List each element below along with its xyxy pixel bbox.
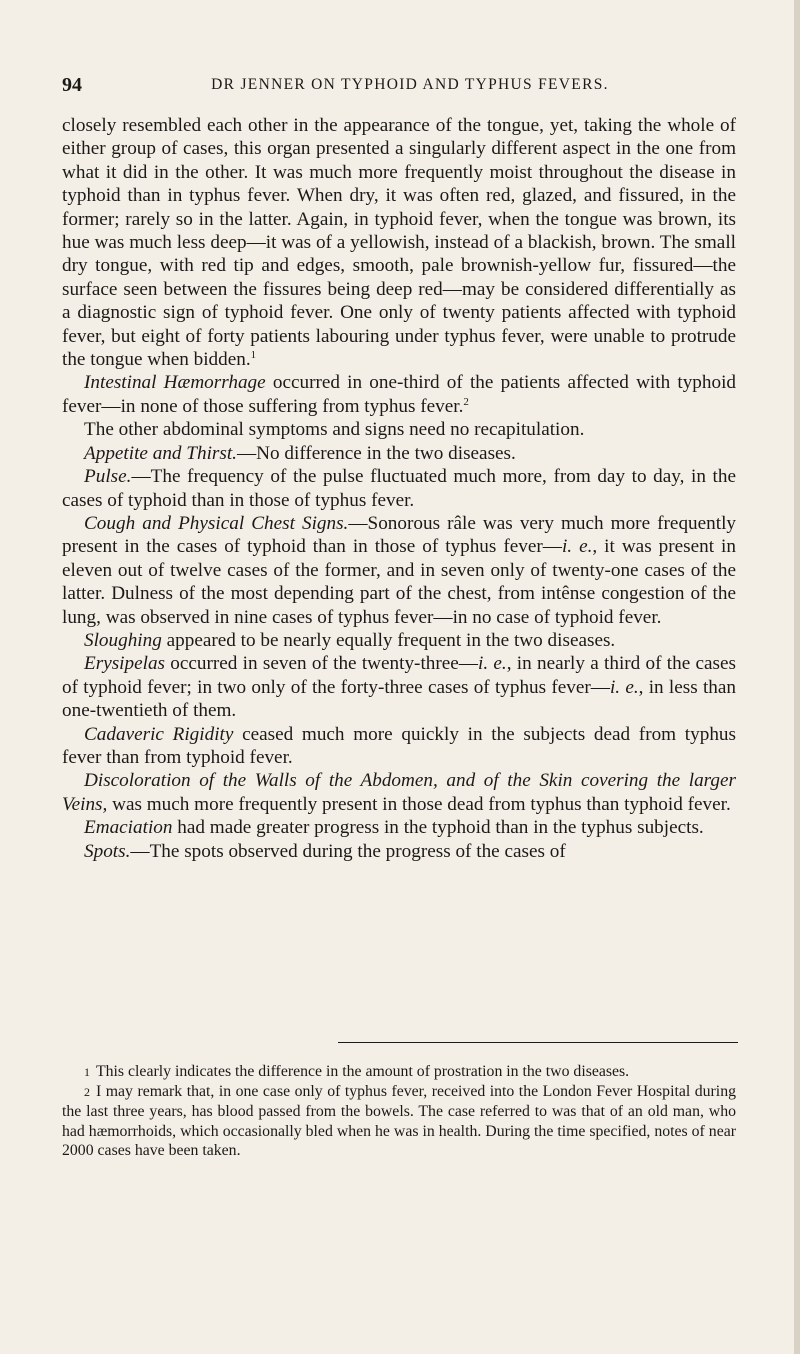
- page-header: [50, 74, 770, 104]
- paragraph-erysipelas: Erysipelas occurred in seven of the twenty-three—i. e., in nearly a third of the cases of typhoid fever; in two only of the forty-three cases of typhus fever—i. e., in less than one-twentieth of them.: [62, 653, 736, 722]
- paragraph-rigidity: Cadaveric Rigidity ceased much more quickly in the subjects dead from typhus fever than from typhoid fever.: [62, 723, 736, 768]
- footnote-mark: 1: [84, 1065, 90, 1079]
- footnote-rule: [338, 1042, 738, 1043]
- page-number: 94: [62, 74, 82, 96]
- footnote-ref: 2: [463, 395, 469, 408]
- section-heading: Erysipelas: [84, 653, 166, 675]
- footnote-mark: 2: [84, 1085, 90, 1100]
- paragraph-sloughing: Sloughing appeared to be nearly equally frequent in the two diseases.: [84, 629, 616, 651]
- page-edge: [794, 0, 800, 1354]
- footnote-ref: 1: [250, 349, 257, 362]
- paragraph-abdominal: The other abdominal symptoms and signs need no recapitulation.: [84, 419, 585, 441]
- section-heading: Cadaveric Rigidity: [84, 723, 234, 745]
- section-heading: Pulse.: [84, 466, 132, 488]
- section-heading: Cough and Physical Chest Signs.: [84, 512, 349, 534]
- paragraph-emaciation: Emaciation had made greater progress in the typhoid than in the typhus subjects.: [84, 817, 704, 839]
- body-text: [62, 114, 736, 863]
- running-head: DR JENNER ON TYPHOID AND TYPHUS FEVERS.: [211, 76, 609, 93]
- paragraph-pulse: Pulse.—The frequency of the pulse fluctuated much more, from day to day, in the cases of typhoid than in those of typhus fever.: [62, 466, 736, 511]
- footnote: 2 I may remark that, in one case only of typhus fever, received into the London Fever Hospital during the last three years, has blood passed from the bowels. The case referred to was that of an old man, who had hæmorrhoids, which occasionally bled when he was in health. During the time specified, notes of near 2000 cases have been taken.: [62, 1083, 736, 1159]
- paragraph-intestinal-haemorrhage: Intestinal Hæmorrhage occurred in one-third of the patients affected with typhoid fever—in none of those suffering from typhus fever.$^2$: [62, 372, 737, 417]
- section-heading: Emaciation: [84, 817, 173, 839]
- section-heading: Spots.: [84, 840, 131, 862]
- section-heading: Sloughing: [84, 629, 162, 651]
- paragraph-spots: Spots.—The spots observed during the progress of the cases of: [84, 840, 566, 862]
- paragraph-discoloration: Discoloration of the Walls of the Abdomen, and of the Skin covering the larger Veins, was much more frequently present in those dead from typhus than typhoid fever.: [62, 770, 736, 815]
- paragraph-tongue: closely resembled each other in the appearance of the tongue, yet, taking the whole of either group of cases, this organ presented a singularly different aspect in the one from what it did in the other. It was much more frequently moist throughout the disease in typhoid than in typhus fever. When dry, it was often red, glazed, and fissured, in the former; rarely so in the latter. Again, in typhoid fever, when the tongue was brown, its hue was much less deep—it was of a yellowish, instead of a blackish, brown. The small dry tongue, with red tip and edges, smooth, pale brownish-yellow fur, fissured—the surface seen between the fissures being deep red—may be considered differentially as a diagnostic sign of typhoid fever. One only of twenty patients affected with typhoid fever, but eight of forty patients labouring under typhus fever, were unable to protrude the tongue when bidden.$^1$: [62, 115, 736, 371]
- paragraph-appetite: Appetite and Thirst.—No difference in the two diseases.: [84, 442, 516, 464]
- paragraph-cough: Cough and Physical Chest Signs.—Sonorous râle was very much more frequently present in the cases of typhoid than in those of typhus fever—i. e., it was present in eleven out of twelve cases of the former, and in seven only of twenty-one cases of the latter. Dulness of the most depending part of the chest, from intênse congestion of the lung, was observed in nine cases of typhus fever—in no case of typhoid fever.: [62, 512, 736, 628]
- footnote: 1 This clearly indicates the difference in the amount of prostration in the two diseases.: [84, 1063, 630, 1080]
- section-heading: Discoloration of the Walls of the Abdomen, and of the Skin covering the larger Veins,: [62, 770, 736, 815]
- footnotes: [62, 1062, 736, 1160]
- section-heading: Appetite and Thirst.: [84, 442, 237, 464]
- section-heading: Intestinal Hæmorrhage: [84, 372, 266, 394]
